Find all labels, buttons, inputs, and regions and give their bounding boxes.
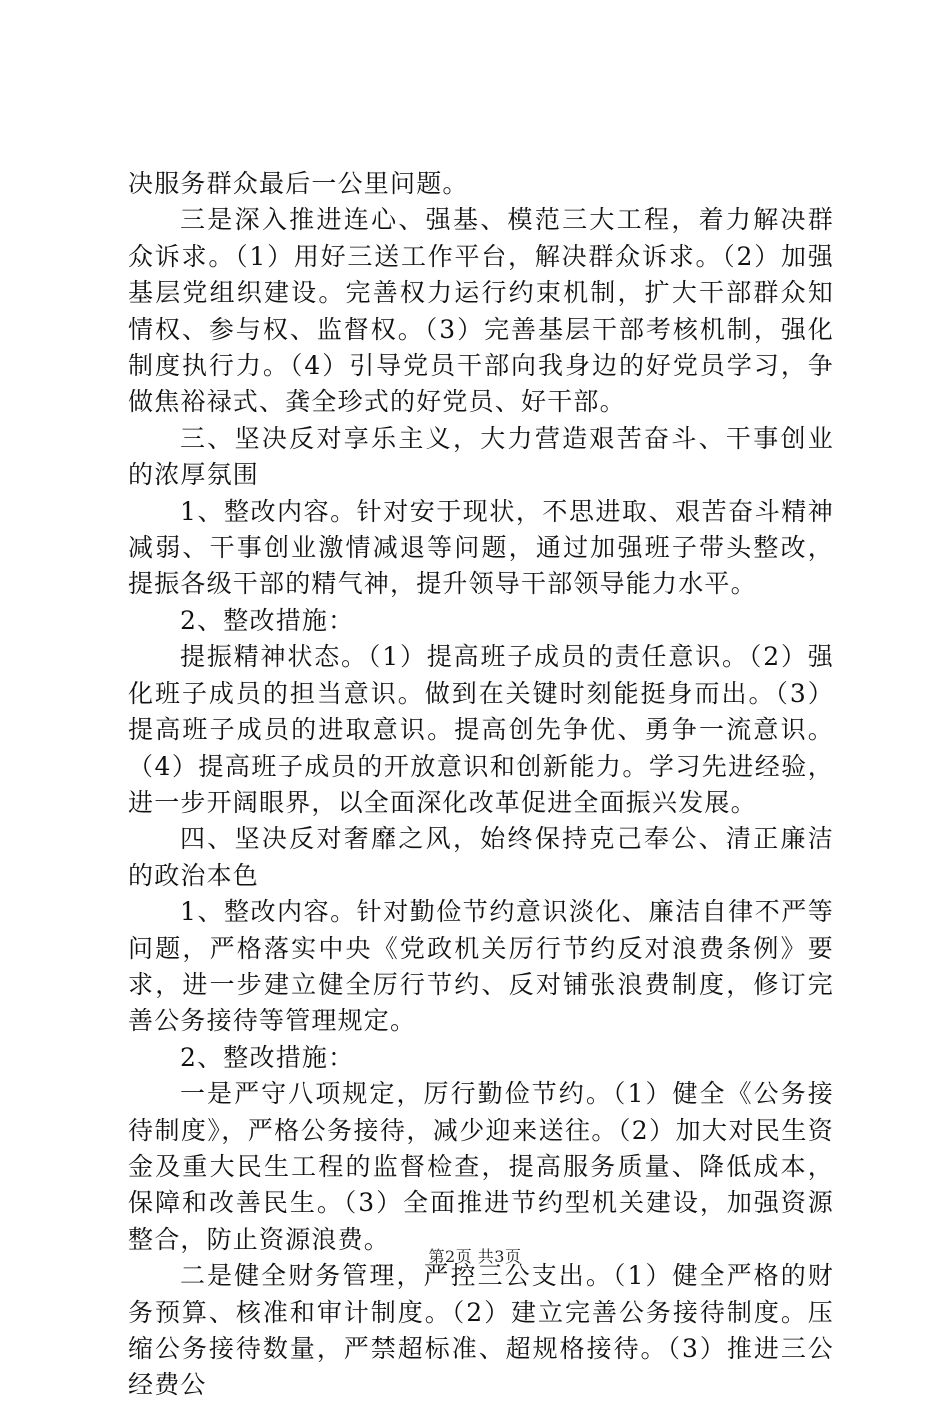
- paragraph-11: 二是健全财务管理，严控三公支出。（1）健全严格的财务预算、核准和审计制度。（2）建立完善公务接待制度。压缩公务接待数量，严禁超标准、超规格接待。（3）推进三公经费公: [128, 1261, 834, 1400]
- section-heading-4: 四、坚决反对奢靡之风，始终保持克己奉公、清正廉洁的政治本色: [128, 824, 834, 890]
- paragraph-8: 1、整改内容。针对勤俭节约意识淡化、廉洁自律不严等问题，严格落实中央《党政机关厉行节约反对浪费条例》要求，进一步建立健全厉行节约、反对铺张浪费制度，修订完善公务接待等管理规定。: [128, 897, 834, 1036]
- paragraph-1: 决服务群众最后一公里问题。: [128, 169, 469, 198]
- paragraph-9: 2、整改措施：: [180, 1042, 355, 1072]
- paragraph-6: 提振精神状态。（1）提高班子成员的责任意识。（2）强化班子成员的担当意识。做到在关键时刻能挺身而出。（3）提高班子成员的进取意识。提高创先争优、勇争一流意识。（4）提高班子成员的开放意识和创新能力。学习先进经验，进一步开阔眼界，以全面深化改革促进全面振兴发展。: [128, 642, 834, 817]
- paragraph-2: 三是深入推进连心、强基、模范三大工程，着力解决群众诉求。（1）用好三送工作平台，解决群众诉求。（2）加强基层党组织建设。完善权力运行约束机制，扩大干部群众知情权、参与权、监督权。（3）完善基层干部考核机制，强化制度执行力。（4）引导党员干部向我身边的好党员学习，争做焦裕禄式、龚全珍式的好党员、好干部。: [128, 205, 834, 417]
- paragraph-10: 一是严守八项规定，厉行勤俭节约。（1）健全《公务接待制度》，严格公务接待，减少迎来送往。（2）加大对民生资金及重大民生工程的监督检查，提高服务质量、降低成本，保障和改善民生。（3）全面推进节约型机关建设，加强资源整合，防止资源浪费。: [128, 1079, 834, 1254]
- section-heading-3: 三、坚决反对享乐主义，大力营造艰苦奋斗、干事创业的浓厚氛围: [128, 423, 834, 490]
- paragraph-4: 1、整改内容。针对安于现状，不思进取、艰苦奋斗精神减弱、干事创业激情减退等问题，通过加强班子带头整改，提振各级干部的精气神，提升领导干部领导能力水平。: [128, 496, 834, 599]
- document-body: [128, 166, 834, 1404]
- paragraph-5: 2、整改措施：: [180, 605, 355, 635]
- page-number-footer: 第2页 共3页: [428, 1247, 522, 1266]
